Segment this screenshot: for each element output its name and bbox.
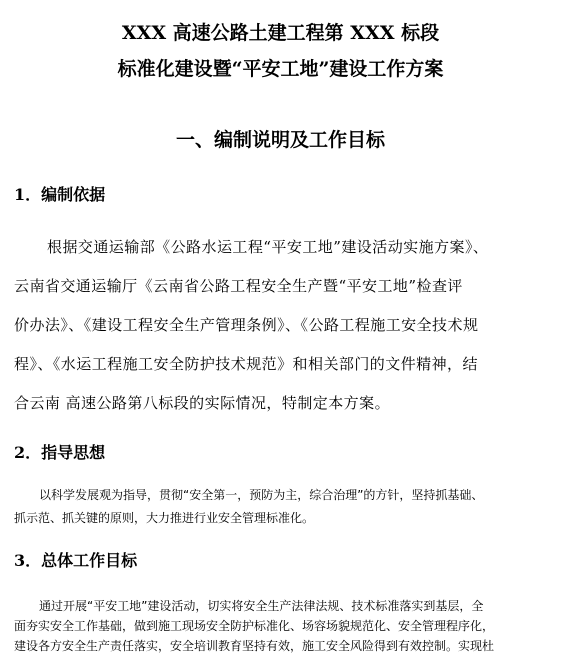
paragraph-line: 建设各方安全生产责任落实，安全培训教育坚持有效，施工安全风险得到有效控制。实现杜: [14, 639, 495, 653]
paragraph-line: 云南省交通运输厅《云南省公路工程安全生产暨“平安工地”检查评: [14, 277, 463, 295]
paragraph-line: 价办法》、《建设工程安全生产管理条例》、《公路工程施工安全技术规: [14, 316, 479, 334]
paragraph-line: 通过开展“平安工地”建设活动，切实将安全生产法律法规、技术标准落实到基层，全: [39, 599, 484, 613]
paragraph-line: 程》、《水运工程施工安全防护技术规范》和相关部门的文件精神，结: [14, 355, 478, 373]
document-title-line-2: 标准化建设暨“平安工地”建设工作方案: [117, 58, 444, 80]
document-title-line-1: XXX 高速公路土建工程第 XXX 标段: [121, 22, 440, 44]
subsection-heading-overall-goal: 3．总体工作目标: [14, 551, 138, 570]
paragraph-line: 合云南 高速公路第八标段的实际情况，特制定本方案。: [14, 394, 391, 412]
section-heading-1: 一、编制说明及工作目标: [175, 129, 385, 151]
subsection-heading-basis: 1．编制依据: [14, 185, 106, 204]
paragraph-line: 面夯实安全工作基础，做到施工现场安全防护标准化、场容场貌规范化、安全管理程序化，: [14, 619, 495, 633]
paragraph-line: 抓示范、抓关键的原则，大力推进行业安全管理标准化。: [14, 511, 315, 525]
paragraph-line: 根据交通运输部《公路水运工程“平安工地”建设活动实施方案》、: [47, 238, 489, 256]
subsection-heading-guiding-idea: 2．指导思想: [14, 443, 106, 462]
paragraph-line: 以科学发展观为指导，贯彻“安全第一，预防为主，综合治理”的方针，坚持抓基础、: [39, 488, 484, 502]
